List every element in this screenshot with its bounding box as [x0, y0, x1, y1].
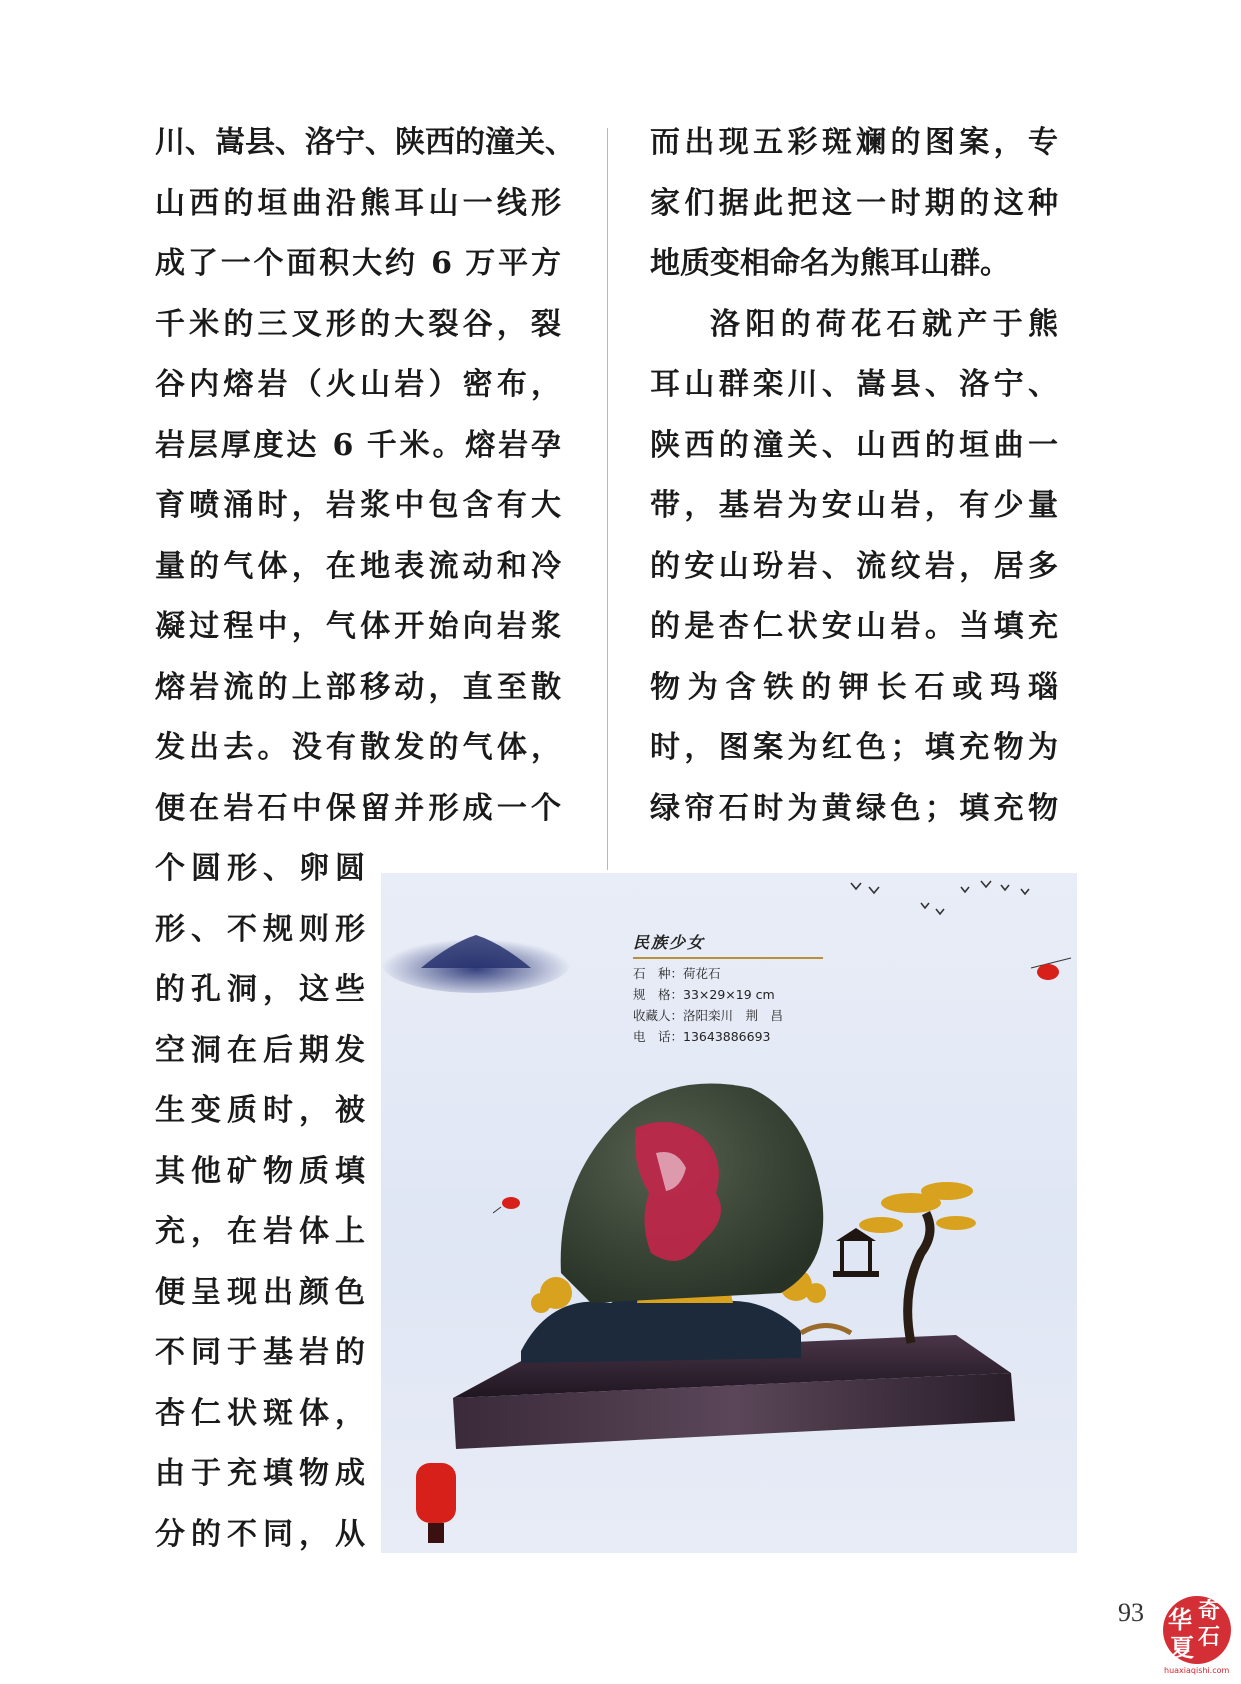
page-number: 93: [1118, 1598, 1144, 1627]
lantern-icon-mid: [493, 1197, 520, 1213]
right-p2-line: 洛阳的荷花石就产于熊: [710, 306, 1058, 342]
pavilion-carving: [833, 1228, 879, 1277]
left-narrow-line: 分的不同，从: [155, 1516, 365, 1552]
left-narrow-line: 个圆形、卵圆: [155, 851, 365, 886]
caption-row-value: 洛阳栾川 荆 昌: [683, 1008, 784, 1023]
right-p2-line: 时，图案为红色；填充物为: [650, 730, 1058, 765]
right-column: [650, 113, 1058, 839]
stone-photo-figure: [381, 873, 1077, 1553]
caption-row: [633, 1026, 823, 1047]
right-p2-line: 带，基岩为安山岩，有少量: [650, 488, 1058, 523]
caption-row: [633, 963, 823, 984]
watermark-url: huaxiaqishi.com: [1164, 1666, 1230, 1675]
left-narrow-line: 充，在岩体上: [155, 1214, 365, 1249]
lantern-icon-right: [1031, 958, 1071, 980]
left-narrow-line: 其他矿物质填: [155, 1153, 365, 1189]
caption-title: 民族少女: [633, 930, 823, 959]
right-p2-line: 陕西的潼关、山西的垣曲一: [650, 427, 1058, 463]
caption-row-label: 石 种：: [633, 966, 684, 981]
right-p2-line: 物为含铁的钾长石或玛瑙: [650, 669, 1058, 705]
caption-row-value: 13643886693: [683, 1029, 771, 1044]
left-narrow-line: 便呈现出颜色: [155, 1274, 365, 1310]
right-p2-line: 的安山玢岩、流纹岩，居多: [650, 548, 1058, 584]
left-narrow-line: 由于充填物成: [155, 1456, 365, 1491]
left-narrow-line: 不同于基岩的: [155, 1335, 365, 1370]
caption-row: [633, 1005, 823, 1026]
bonsai-tree-carving: [859, 1182, 976, 1343]
left-column-line: 便在岩石中保留并形成一个: [155, 790, 561, 826]
watermark-char-2: 石: [1198, 1624, 1221, 1650]
caption-row-label: 规 格：: [633, 987, 684, 1002]
left-column-line: 发出去。没有散发的气体，: [155, 730, 561, 765]
right-paragraph-1: [650, 113, 1058, 295]
left-column-line: 育喷涌时，岩浆中包含有大: [155, 488, 561, 523]
left-column-line: 量的气体，在地表流动和冷: [155, 548, 561, 584]
left-column-line: 山西的垣曲沿熊耳山一线形: [155, 185, 561, 221]
caption-row-label: 电 话：: [633, 1029, 684, 1044]
left-narrow-line: 形、不规则形: [155, 911, 365, 947]
left-column-line: 千米的三叉形的大裂谷，裂: [155, 306, 561, 342]
left-narrow-line: 生变质时，被: [155, 1093, 365, 1128]
birds-icon: [851, 881, 1029, 914]
right-p2-line: 绿帘石时为黄绿色；填充物: [650, 790, 1058, 826]
caption-row-label: 收藏人：: [633, 1008, 684, 1023]
left-column-line: 成了一个面积大约 6 万平方: [155, 246, 561, 281]
left-column-line: 谷内熔岩（火山岩）密布，: [155, 367, 561, 402]
left-narrow-line: 的孔洞，这些: [155, 972, 365, 1007]
right-p2-line: 的是杏仁状安山岩。当填充: [650, 609, 1058, 644]
caption-row-value: 荷花石: [683, 966, 721, 981]
lantern-icon-bottom: [416, 1463, 456, 1543]
left-column-line: 岩层厚度达 6 千米。熔岩孕: [155, 427, 561, 463]
site-watermark-logo: [1160, 1594, 1234, 1676]
stone-caption: [633, 930, 823, 1047]
left-column-line: 川、嵩县、洛宁、陕西的潼关、: [155, 125, 575, 160]
left-column-top: [155, 113, 575, 839]
left-column-line: 凝过程中，气体开始向岩浆: [155, 609, 561, 644]
right-p1-line: 地质变相命名为熊耳山群。: [650, 246, 1010, 281]
right-p1-line: 而出现五彩斑斓的图案，专: [650, 125, 1058, 160]
left-column-narrow: [155, 839, 365, 1565]
bridge-carving: [801, 1326, 851, 1334]
watermark-char-4: 夏: [1170, 1633, 1194, 1662]
left-column-line: 熔岩流的上部移动，直至散: [155, 669, 561, 705]
caption-row-value: 33×29×19 cm: [683, 987, 775, 1002]
left-narrow-line: 杏仁状斑体，: [155, 1395, 365, 1431]
right-p1-line: 家们据此把这一时期的这种: [650, 185, 1058, 221]
caption-row: [633, 984, 823, 1005]
watermark-char-3: 华: [1168, 1605, 1192, 1634]
right-paragraph-2: [650, 295, 1058, 840]
right-p2-line: 耳山群栾川、嵩县、洛宁、: [650, 367, 1058, 402]
watermark-char-1: 奇: [1198, 1598, 1221, 1624]
column-divider: [607, 128, 608, 870]
left-narrow-line: 空洞在后期发: [155, 1032, 365, 1068]
